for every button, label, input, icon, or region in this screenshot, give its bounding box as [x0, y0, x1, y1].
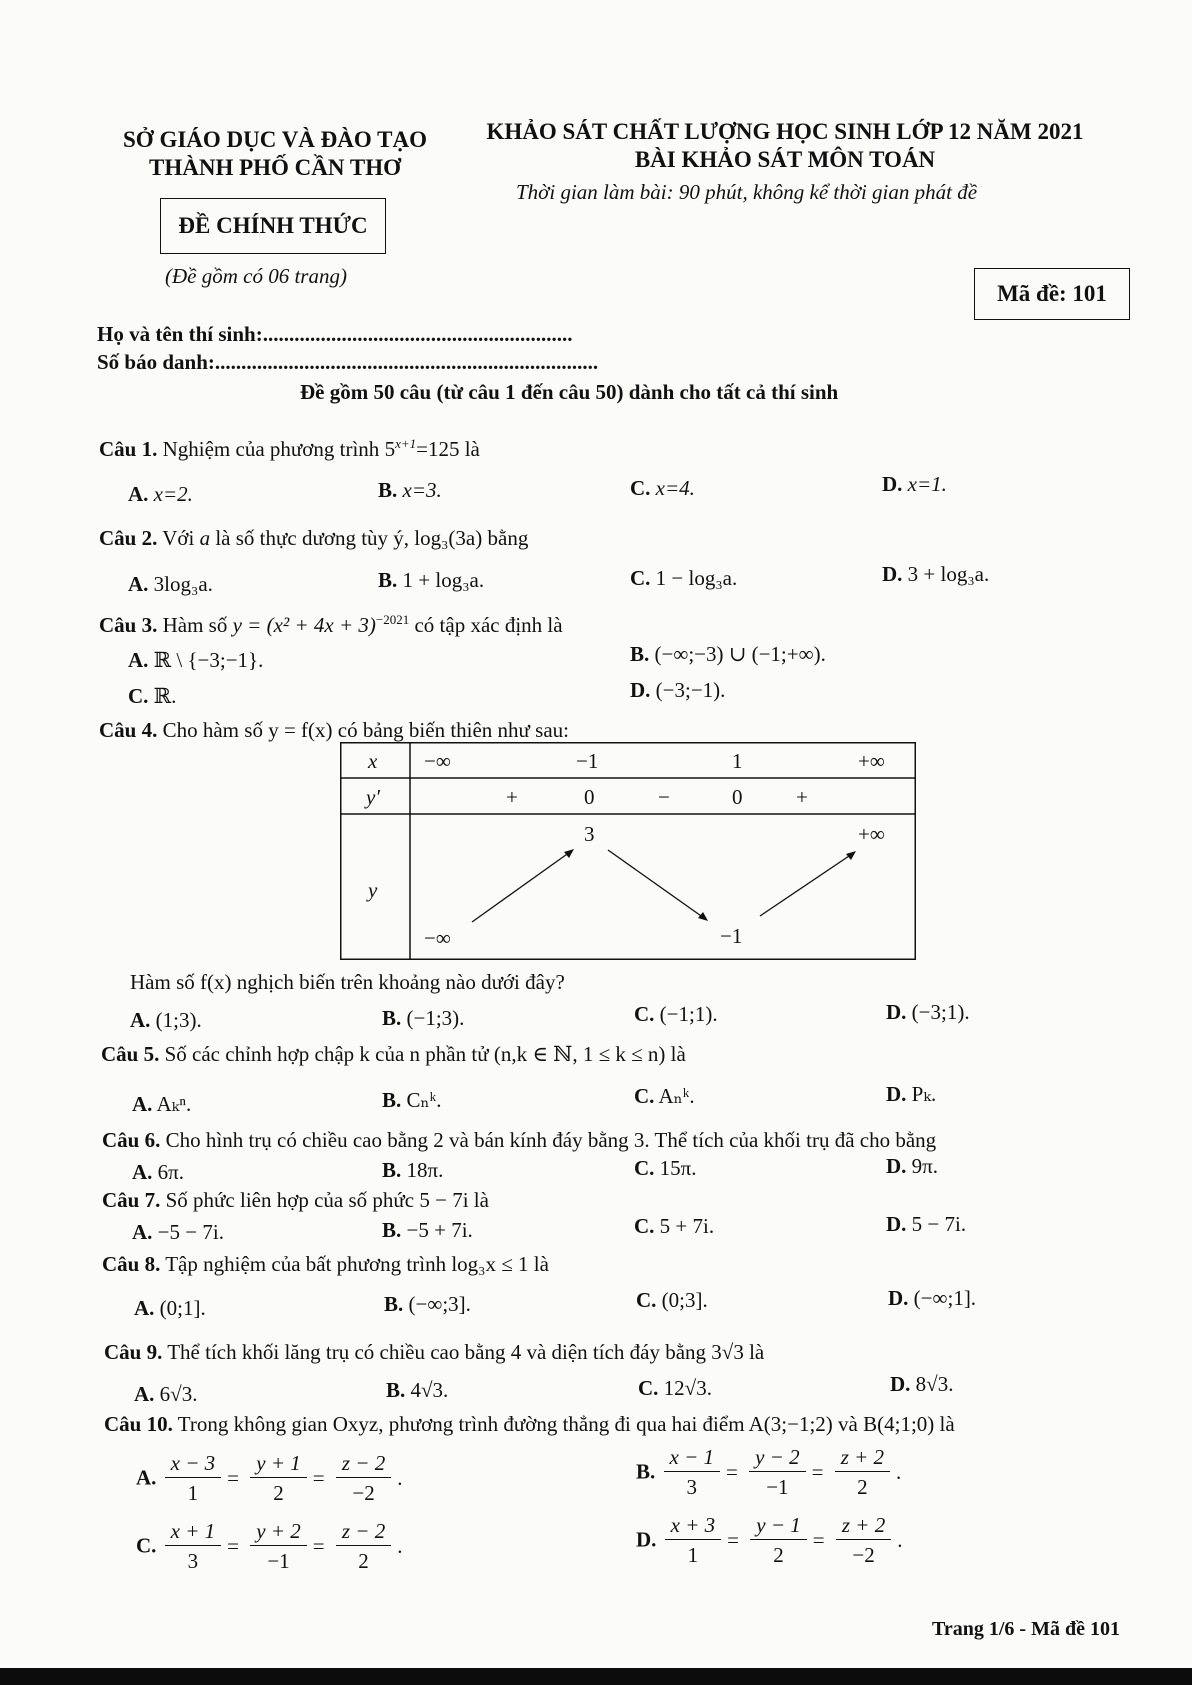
q2-text-1: Với: [162, 526, 195, 550]
q3-option-a: A. ℝ \ {−3;−1}.: [128, 648, 264, 672]
q7-option-a: A. −5 − 7i.: [132, 1220, 224, 1244]
q1-option-c: C. x=4.: [630, 476, 695, 500]
q2-option-c: C. 1 − log₃a.: [630, 566, 738, 590]
question-3: [99, 612, 563, 638]
exam-code-box: [974, 268, 1130, 320]
q10-b-frac-1: $\frac{x - 1}{3}$: [664, 1444, 721, 1500]
vt-yp-sign-2: −: [658, 785, 670, 809]
q8-option-c: C. (0;3].: [636, 1288, 708, 1312]
vt-x-one: 1: [732, 749, 743, 773]
q10-d-frac-1: $\frac{x + 3}{1}$: [665, 1512, 722, 1568]
question-8: [102, 1252, 549, 1277]
candidate-name-dots: ...........................................................: [262, 322, 573, 346]
q10-d-frac-3: $\frac{z + 2}{-2}$: [836, 1512, 891, 1568]
q7-text: Số phức liên hợp của số phức 5 − 7i là: [165, 1188, 489, 1212]
question-5: [101, 1042, 686, 1067]
q1-rhs: =125: [416, 437, 460, 461]
q3-label: Câu 3.: [99, 613, 158, 637]
q1-tail: là: [464, 437, 480, 461]
q1-text: Nghiệm của phương trình: [162, 437, 380, 461]
q2-text-2: là số thực dương tùy ý,: [215, 526, 410, 550]
variation-table: [340, 742, 916, 960]
exam-title: KHẢO SÁT CHẤT LƯỢNG HỌC SINH LỚP 12 NĂM 2021: [486, 119, 1084, 144]
official-label: ĐỀ CHÍNH THỨC: [178, 213, 368, 238]
q1-exp: x+1: [395, 436, 417, 451]
candidate-name-line: [97, 322, 572, 347]
q7-label: Câu 7.: [102, 1188, 161, 1212]
q8-option-d: D. (−∞;1].: [888, 1286, 977, 1310]
q1-label: Câu 1.: [99, 437, 158, 461]
pages-note: (Đề gồm có 06 trang): [165, 264, 347, 288]
q3-option-d: D. (−3;−1).: [630, 678, 726, 702]
q5-option-d: D. Pₖ.: [886, 1082, 937, 1106]
q9-option-d: D. 8√3.: [890, 1372, 954, 1396]
q4-option-d: D. (−3;1).: [886, 1000, 970, 1024]
question-9: [104, 1340, 764, 1365]
vt-yp-sign-3: +: [796, 785, 808, 809]
q7-option-c: C. 5 + 7i.: [634, 1214, 715, 1238]
vt-yp-label: y′: [366, 785, 380, 809]
vt-y-label: y: [368, 878, 378, 902]
vt-y-pos-inf: +∞: [858, 822, 885, 846]
question-10: [104, 1412, 955, 1437]
q8-label: Câu 8.: [102, 1252, 161, 1276]
candidate-id-line: [97, 350, 598, 375]
org-name: [100, 126, 450, 182]
q5-label: Câu 5.: [101, 1042, 160, 1066]
question-7: [102, 1188, 489, 1213]
q10-c-frac-2: $\frac{y + 2}{-1}$: [250, 1518, 307, 1574]
q2-expr: log₃(3a): [414, 526, 483, 550]
q3-option-b: B. (−∞;−3) ∪ (−1;+∞).: [630, 642, 826, 666]
q10-option-c: C. $\frac{x + 1}{3}$ = $\frac{y + 2}{-1}$ = $\frac{z - 2}{2}$ .: [136, 1519, 403, 1573]
q5-option-c: C. Aₙᵏ.: [634, 1084, 695, 1108]
q8-option-a: A. (0;1].: [134, 1296, 206, 1320]
time-note: Thời gian làm bài: 90 phút, không kể thời gian phát đề: [516, 180, 978, 204]
q4-label: Câu 4.: [99, 718, 158, 742]
scan-edge: [0, 1668, 1192, 1685]
vt-x-neg-inf: −∞: [424, 749, 451, 773]
candidate-name-label: Họ và tên thí sinh:: [97, 322, 263, 346]
q10-option-a: A. $\frac{x - 3}{1}$ = $\frac{y + 1}{2}$ = $\frac{z - 2}{-2}$ .: [136, 1451, 403, 1505]
q1-base: 5: [384, 437, 396, 461]
q4-option-b: B. (−1;3).: [382, 1006, 465, 1030]
question-6: [102, 1128, 936, 1153]
vt-y-min: −1: [720, 924, 743, 948]
q5-text: Số các chỉnh hợp chập k của n phần tử (n,k ∈ ℕ, 1 ≤ k ≤ n) là: [164, 1042, 686, 1066]
q7-option-d: D. 5 − 7i.: [886, 1212, 967, 1236]
q9-option-a: A. 6√3.: [134, 1382, 198, 1406]
q10-a-frac-3: $\frac{z - 2}{-2}$: [336, 1450, 391, 1506]
q10-b-frac-2: $\frac{y - 2}{-1}$: [749, 1444, 806, 1500]
q4-text: Cho hàm số y = f(x) có bảng biến thiên như sau:: [162, 718, 570, 742]
q5-option-b: B. Cₙᵏ.: [382, 1088, 442, 1112]
q4-option-a: A. (1;3).: [130, 1008, 202, 1032]
q9-label: Câu 9.: [104, 1340, 163, 1364]
q2-tail: bằng: [487, 526, 529, 550]
vt-x-minus-one: −1: [576, 749, 599, 773]
q6-option-b: B. 18π.: [382, 1158, 444, 1182]
q6-option-c: C. 15π.: [634, 1156, 697, 1180]
vt-x-label: x: [368, 749, 378, 773]
exam-code: Mã đề: 101: [997, 281, 1107, 306]
vt-yp-sign-1: +: [506, 785, 518, 809]
q9-option-b: B. 4√3.: [386, 1378, 449, 1402]
q6-option-a: A. 6π.: [132, 1160, 185, 1184]
q10-c-frac-3: $\frac{z - 2}{2}$: [336, 1518, 391, 1574]
question-1: [99, 436, 480, 462]
q3-tail: có tập xác định là: [414, 613, 563, 637]
vt-x-pos-inf: +∞: [858, 749, 885, 773]
q2-option-a: A. 3log₃a.: [128, 572, 213, 596]
intro-line: Đề gồm 50 câu (từ câu 1 đến câu 50) dành cho tất cả thí sinh: [300, 380, 839, 404]
q10-label: Câu 10.: [104, 1412, 173, 1436]
org-line-2: THÀNH PHỐ CẦN THƠ: [149, 155, 401, 180]
q8-text: Tập nghiệm của bất phương trình log₃x ≤ 1 là: [165, 1252, 549, 1276]
q10-a-frac-1: $\frac{x - 3}{1}$: [165, 1450, 222, 1506]
q3-text: Hàm số: [162, 613, 228, 637]
q4-question: Hàm số f(x) nghịch biến trên khoảng nào dưới đây?: [130, 970, 565, 994]
q5-option-a: A. Aₖⁿ.: [132, 1092, 192, 1116]
q10-option-d: D. $\frac{x + 3}{1}$ = $\frac{y - 1}{2}$ = $\frac{z + 2}{-2}$ .: [636, 1513, 903, 1567]
q10-b-frac-3: $\frac{z + 2}{2}$: [835, 1444, 890, 1500]
page-footer: Trang 1/6 - Mã đề 101: [932, 1618, 1120, 1640]
q1-option-d: D. x=1.: [882, 472, 947, 496]
q3-expr: y = (x² + 4x + 3): [232, 613, 376, 637]
candidate-id-label: Số báo danh:: [97, 350, 215, 374]
q10-d-frac-2: $\frac{y - 1}{2}$: [750, 1512, 807, 1568]
q1-option-a: A. x=2.: [128, 482, 193, 506]
q9-option-c: C. 12√3.: [638, 1376, 712, 1400]
q8-option-b: B. (−∞;3].: [384, 1292, 471, 1316]
official-box: [160, 198, 386, 254]
q4-option-c: C. (−1;1).: [634, 1002, 718, 1026]
vt-y-neg-inf: −∞: [424, 926, 451, 950]
q2-option-d: D. 3 + log₃a.: [882, 562, 990, 586]
candidate-id-dots: .........................................................................: [214, 350, 599, 374]
vt-yp-zero-1: 0: [584, 785, 595, 809]
q2-option-b: B. 1 + log₃a.: [378, 568, 485, 592]
q7-option-b: B. −5 + 7i.: [382, 1218, 473, 1242]
question-2: [99, 526, 528, 551]
question-4: [99, 718, 569, 743]
org-line-1: SỞ GIÁO DỤC VÀ ĐÀO TẠO: [123, 127, 427, 152]
q1-option-b: B. x=3.: [378, 478, 442, 502]
q10-a-frac-2: $\frac{y + 1}{2}$: [250, 1450, 307, 1506]
q6-text: Cho hình trụ có chiều cao bằng 2 và bán kính đáy bằng 3. Thể tích của khối trụ đã cho bằng: [165, 1128, 937, 1152]
q10-text: Trong không gian Oxyz, phương trình đường thẳng đi qua hai điểm A(3;−1;2) và B(4;1;0) là: [177, 1412, 955, 1436]
q10-option-b: B. $\frac{x - 1}{3}$ = $\frac{y - 2}{-1}$ = $\frac{z + 2}{2}$ .: [636, 1445, 902, 1499]
q9-text: Thể tích khối lăng trụ có chiều cao bằng 4 và diện tích đáy bằng 3√3 là: [167, 1340, 765, 1364]
q6-label: Câu 6.: [102, 1128, 161, 1152]
exam-subject: BÀI KHẢO SÁT MÔN TOÁN: [634, 147, 936, 172]
q10-c-frac-1: $\frac{x + 1}{3}$: [165, 1518, 222, 1574]
vt-yp-zero-2: 0: [732, 785, 743, 809]
vt-y-max: 3: [584, 822, 595, 846]
q3-option-c: C. ℝ.: [128, 684, 177, 708]
q2-label: Câu 2.: [99, 526, 158, 550]
q3-exp: −2021: [375, 612, 410, 627]
q2-var: a: [199, 526, 211, 550]
q6-option-d: D. 9π.: [886, 1154, 939, 1178]
exam-heading: [465, 118, 1105, 174]
